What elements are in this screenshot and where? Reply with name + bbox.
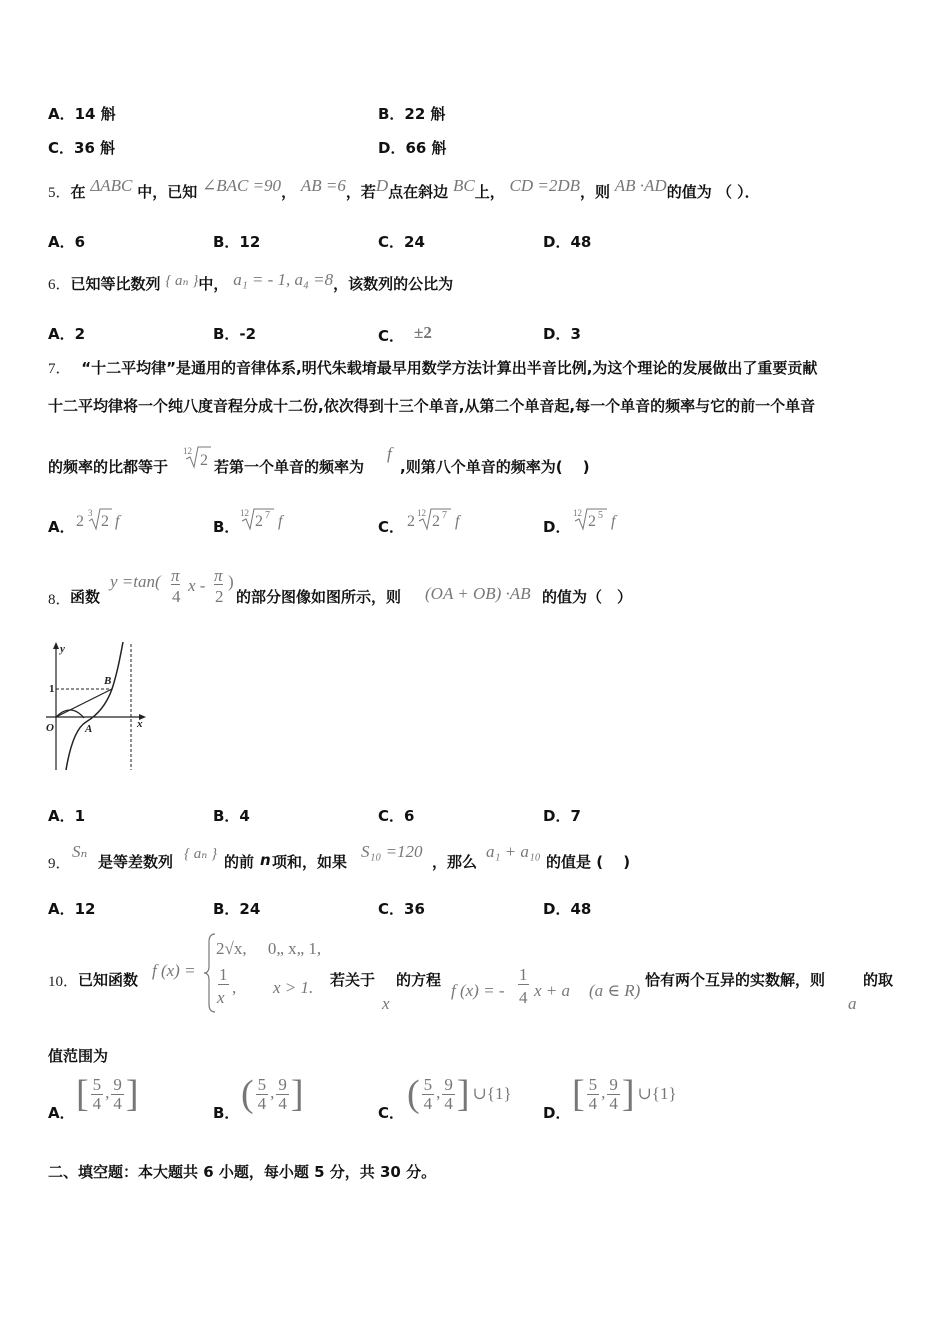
q5-text: ，则 [579,183,610,201]
q7-a-f: f [115,513,120,530]
q9-text: ，那么 [432,853,478,871]
q7-option-a-math [76,505,136,533]
q10-case-2-num: 1 [219,965,228,984]
q8-graph-y-label: y [60,643,65,655]
q7-option-c-math [407,505,477,533]
q10-b-frac2-den: 4 [278,1093,287,1113]
q5-math-cd: CD =2DB [509,176,580,195]
q9-option-b: B．24 [213,900,261,918]
q10-option-d-math: [ $\frac{5}{4}$ , $\frac{9}{4}$ ] ∪{1} [572,1073,677,1115]
q10-number: 10． [48,974,79,990]
q7-radicand: 2 [200,452,208,469]
q5-text: ， [281,183,297,201]
q8-text: 的部分图像如图所示，则 [236,588,402,606]
question-7-line-2 [48,395,815,416]
q5-math-triangle: ΔABC [90,176,133,195]
q7-c-f: f [455,513,460,530]
q8-text: 函数 [70,588,101,606]
q5-text: 在 [70,183,86,201]
q7-option-c: C． [378,518,405,536]
q6-option-c-label: C． [378,327,405,345]
q8-math-y: y =tan( [110,572,161,591]
q8-graph-a-label: A [85,723,93,735]
q8-math-close: ) [228,572,234,591]
q5-text: 的值为 （ ）． [666,183,760,201]
q5-text: ，若 [345,183,376,201]
option-d-top: D．66 斛 [378,139,447,157]
q10-option-c-label: C． [378,1104,405,1122]
q7-text: ,则第八个单音的频率为( ) [400,458,590,476]
q9-text: 的值是 ( ) [546,853,631,871]
q10-b-frac2-num: 9 [278,1074,287,1094]
q10-case-2-cond: x > 1. [273,978,314,997]
q10-a: a [848,994,857,1013]
q7-option-d-math [573,505,633,533]
q5-math-d: D [375,176,389,195]
question-5 [48,176,760,202]
q10-case-2-den: x [217,988,225,1007]
q6-number: 6． [48,277,71,293]
q10-option-b-math: ( $\frac{5}{4}$ , $\frac{9}{4}$ ] [241,1073,304,1115]
q7-d-base: 2 [588,513,596,530]
q9-math-seq: { aₙ } [184,846,218,862]
q7-option-d: D． [543,518,571,536]
q10-a-frac2-num: 9 [113,1074,122,1094]
q9-math-s: Sₙ [72,842,88,861]
q8-graph-origin-label: O [46,722,54,734]
q5-option-d: D．48 [543,233,592,251]
q10-c-frac2-den: 4 [444,1093,453,1113]
q10-eq-cond: (a ∈ R) [589,981,641,1000]
q10-math-fx: f (x) = [152,961,196,980]
q9-n: n [260,851,271,869]
q10-x: x [382,994,390,1013]
q10-eq-left: f (x) = - [451,981,505,1000]
q7-a-base: 2 [101,513,109,530]
q10-option-a-label: A． [48,1104,75,1122]
option-a-top: A．14 斛 [48,105,116,123]
q10-text: 的方程 [396,971,442,989]
q10-b-frac1-num: 5 [257,1074,267,1094]
q7-option-b-math [240,505,300,533]
q10-option-a-math: [ $\frac{5}{4}$ , $\frac{9}{4}$ ] [76,1073,139,1115]
q10-eq-right: x + a [534,981,571,1000]
q8-option-c: C．6 [378,807,415,825]
q7-text: 的频率的比都等于 [48,458,169,476]
q10-a-left-bracket: [ [76,1073,89,1115]
q10-case-2-comma: , [232,978,237,997]
q10-d-frac2-num: 9 [609,1074,618,1094]
q7-d-exp: 5 [598,510,603,521]
question-6 [48,270,453,294]
option-b-top: B．22 斛 [378,105,446,123]
q5-math-bc: BC [452,176,475,195]
q10-text: 已知函数 [78,971,139,989]
q10-eq-den: 4 [519,988,528,1007]
q10-d-frac1-num: 5 [588,1074,598,1094]
question-10-line-2 [48,1045,108,1066]
q6-option-a: A．2 [48,325,86,343]
question-7-line-1 [48,357,817,378]
q6-option-b: B．-2 [213,325,257,343]
q8-graph-x-label: x [137,718,143,730]
q8-graph [40,636,150,776]
q5-text: 中，已知 [137,183,198,201]
q5-text: 点在斜边 [388,183,449,201]
q10-b-frac1-den: 4 [257,1093,267,1113]
q5-math-vector: AB ·AD [614,176,667,195]
q7-b-exp: 7 [265,510,270,521]
q8-option-d: D．7 [543,807,581,825]
q8-math-pi-2: π [214,566,223,585]
q7-d-index: 12 [573,508,582,518]
q7-b-index: 12 [240,508,249,518]
q10-a-frac1-den: 4 [92,1093,102,1113]
q10-brace [203,932,217,1014]
q9-math-sum: a₁ + a₁₀ [486,842,541,861]
q9-text: 是等差数列 [98,853,174,871]
q9-option-c: C．36 [378,900,425,918]
q10-a-right-bracket: ] [125,1073,139,1115]
q9-text: 项和，如果 [272,853,348,871]
option-c-top: C．36 斛 [48,139,116,157]
q10-c-frac2-num: 9 [444,1074,453,1094]
q5-option-b: B．12 [213,233,261,251]
q8-number: 8． [48,592,71,608]
q10-d-right-bracket: ] [621,1073,635,1115]
q10-c-frac1-den: 4 [423,1093,433,1113]
q6-option-d: D．3 [543,325,581,343]
q9-number: 9． [48,856,71,872]
q10-c-union: ∪{1} [472,1084,512,1103]
q8-graph-b-label: B [104,675,112,687]
q8-math-2: 2 [215,587,224,606]
q6-text: 中， [198,275,229,293]
q8-math-4: 4 [172,587,181,606]
q6-text: ，该数列的公比为 [333,275,454,293]
q10-text: 的取 [863,971,894,989]
q10-d-frac1-den: 4 [588,1093,598,1113]
q8-text: 的值为（ ） [542,588,633,606]
q10-a-frac2-den: 4 [113,1093,122,1113]
q10-d-left-bracket: [ [572,1073,585,1115]
q7-b-f: f [278,513,283,530]
q10-text: 若关于 [330,971,376,989]
q10-text: 值范围为 [48,1047,109,1065]
q7-text: “十二平均律”是通用的音律体系,明代朱载堉最早用数学方法计算出半音比例,为这个理论的发展做出了重要贡献 [81,359,818,377]
q7-radical [182,444,212,470]
q7-b-base: 2 [255,513,263,530]
q7-a-index: 3 [88,508,93,518]
q7-d-f: f [611,513,616,530]
q7-c-exp: 7 [442,510,447,521]
q9-text: 的前 [224,853,255,871]
q6-math-terms: a₁ = - 1, a₄ =8 [233,270,334,289]
q5-option-a: A．6 [48,233,86,251]
section-heading: 二、填空题：本大题共 6 小题，每小题 5 分，共 30 分。 [48,1163,437,1181]
q10-option-b-label: B． [213,1104,240,1122]
q10-c-left-bracket: ( [407,1073,420,1115]
q8-math-vector: (OA + OB) ·AB [425,584,531,603]
q7-option-a: A． [48,518,75,536]
q5-text: 上， [474,183,505,201]
q10-option-c-math: ( $\frac{5}{4}$ , $\frac{9}{4}$ ] ∪{1} [407,1073,512,1115]
q9-math-s10: S₁₀ =120 [361,842,423,861]
q10-eq-num: 1 [519,965,528,984]
q6-option-c [378,323,432,346]
q10-b-left-bracket: ( [241,1073,254,1115]
q8-option-a: A．1 [48,807,86,825]
q5-number: 5． [48,185,71,201]
q5-math-ab: AB =6 [300,176,346,195]
q9-option-d: D．48 [543,900,592,918]
q10-d-union: ∪{1} [637,1084,677,1103]
q6-math-seq: { aₙ } [165,273,199,289]
q7-math-f: f [387,444,392,463]
q10-option-d-label: D． [543,1104,571,1122]
q10-c-right-bracket: ] [456,1073,470,1115]
q10-text: 恰有两个互异的实数解，则 [645,971,826,989]
q5-math-angle: ∠BAC =90 [201,176,282,195]
q7-number: 7． [48,361,71,377]
q7-text: 十二平均律将一个纯八度音程分成十二份,依次得到十三个单音,从第二个单音起,每一个单音的频率与它的前一个单音 [48,397,816,415]
q7-a-coef: 2 [76,513,84,530]
q6-text: 已知等比数列 [70,275,161,293]
q7-c-index: 12 [417,508,426,518]
q7-radical-index: 12 [183,446,192,456]
q10-b-right-bracket: ] [290,1073,304,1115]
q8-option-b: B．4 [213,807,250,825]
q8-graph-one-label: 1 [49,683,55,695]
q5-option-c: C．24 [378,233,425,251]
q7-c-base: 2 [432,513,440,530]
q7-text: 若第一个单音的频率为 [214,458,365,476]
q7-option-b: B． [213,518,240,536]
q9-option-a: A．12 [48,900,96,918]
question-10 [48,930,908,1016]
q10-case-1: 2√x, 0„ x„ 1, [216,939,322,958]
q7-c-coef: 2 [407,513,415,530]
q8-math-pi-1: π [171,566,180,585]
q10-d-frac2-den: 4 [609,1093,618,1113]
q10-c-frac1-num: 5 [423,1074,433,1094]
q8-math-x: x - [188,576,206,595]
q6-option-c-math: ±2 [414,323,432,342]
q10-a-frac1-num: 5 [92,1074,102,1094]
